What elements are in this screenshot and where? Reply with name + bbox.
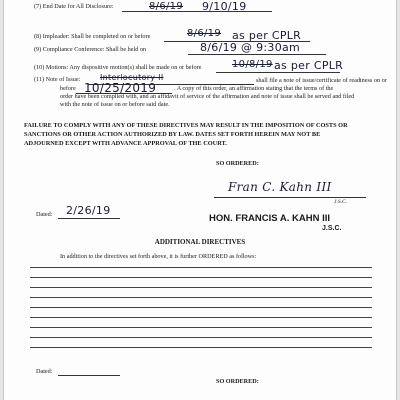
bottom-so-ordered-label: SO ORDERED:	[216, 378, 259, 385]
item-11-line-3: order have been complied with, and an affidavit of service of the affirmation and note of issue shall be served and filed	[60, 93, 355, 100]
so-ordered-label: SO ORDERED:	[216, 160, 259, 167]
item-11-struck-party: Interlocutory II	[100, 73, 164, 82]
judge-title: J.S.C.	[322, 225, 342, 232]
item-7-label: (7) End Date for All Disclosure:	[34, 3, 114, 10]
bottom-dated-blank	[58, 375, 120, 376]
warning-line-2: SANCTIONS OR OTHER ACTION AUTHORIZED BY LAW. DATES SET FORTH HEREIN MAY NOT BE	[24, 131, 321, 138]
directive-line	[30, 277, 372, 278]
item-11-label: (11) Note of Issue:	[34, 76, 81, 83]
signature-jsc-small: J.S.C.	[334, 199, 347, 205]
item-9-blank	[188, 54, 326, 55]
item-10-blank	[216, 72, 340, 73]
item-10-handwritten-text: as per CPLR	[274, 59, 344, 72]
warning-line-1: FAILURE TO COMPLY WITH ANY OF THESE DIRECTIVES MAY RESULT IN THE IMPOSITION OF COSTS OR	[24, 122, 348, 129]
dated-blank	[58, 218, 120, 219]
item-11-line-2: . A copy of this order, an affirmation stating that the terms of the	[174, 85, 334, 92]
directive-line	[30, 327, 372, 328]
item-8-label: (8) Impleader: Shall be completed on or before	[34, 33, 151, 40]
item-10-label: (10) Motions: Any dispositive motion(s) shall be made on or before	[34, 64, 202, 71]
judge-name: HON. FRANCIS A. KAHN III	[209, 213, 331, 224]
additional-directives-heading: ADDITIONAL DIRECTIVES	[154, 238, 246, 246]
bottom-dated-label: Dated:	[36, 368, 53, 375]
item-10-struck-date: 10/8/19	[232, 59, 273, 70]
item-9-handwritten-datetime: 8/6/19 @ 9:30am	[200, 41, 301, 54]
warning-line-3: ADJOURNED EXCEPT WITH ADVANCE APPROVAL OF THE COURT.	[24, 140, 227, 147]
item-8-handwritten-text: as per CPLR	[232, 29, 302, 42]
additional-directives-intro: In addition to the directives set forth above, it is further ORDERED as follows:	[60, 253, 257, 260]
item-11-line-4: with the note of issue on or before said date.	[60, 101, 170, 108]
directive-line	[30, 317, 372, 318]
item-8-struck-date: 8/6/19	[187, 28, 221, 39]
directive-line	[30, 347, 372, 348]
directive-line	[30, 337, 372, 338]
directive-line	[30, 287, 372, 288]
item-9-label: (9) Compliance Conference: Shall be held on	[34, 46, 147, 53]
court-order-page	[4, 0, 396, 400]
item-11-text-after-blank: shall file a note of issue/certificate of readiness on or	[256, 77, 387, 84]
item-7-struck-date: 8/6/19	[149, 1, 183, 12]
dated-handwritten: 2/26/19	[66, 204, 111, 217]
item-7-handwritten-date: 9/10/19	[202, 0, 247, 13]
item-7-blank	[122, 11, 272, 12]
directive-line	[30, 297, 372, 298]
directive-line	[30, 267, 372, 268]
judge-signature: Fran C. Kahn III	[228, 180, 332, 194]
signature-line	[214, 197, 366, 198]
item-11-before-word: before	[60, 85, 76, 92]
item-11-handwritten-date: 10/25/2019	[84, 81, 157, 95]
dated-label: Dated:	[36, 211, 53, 218]
directive-line	[30, 307, 372, 308]
